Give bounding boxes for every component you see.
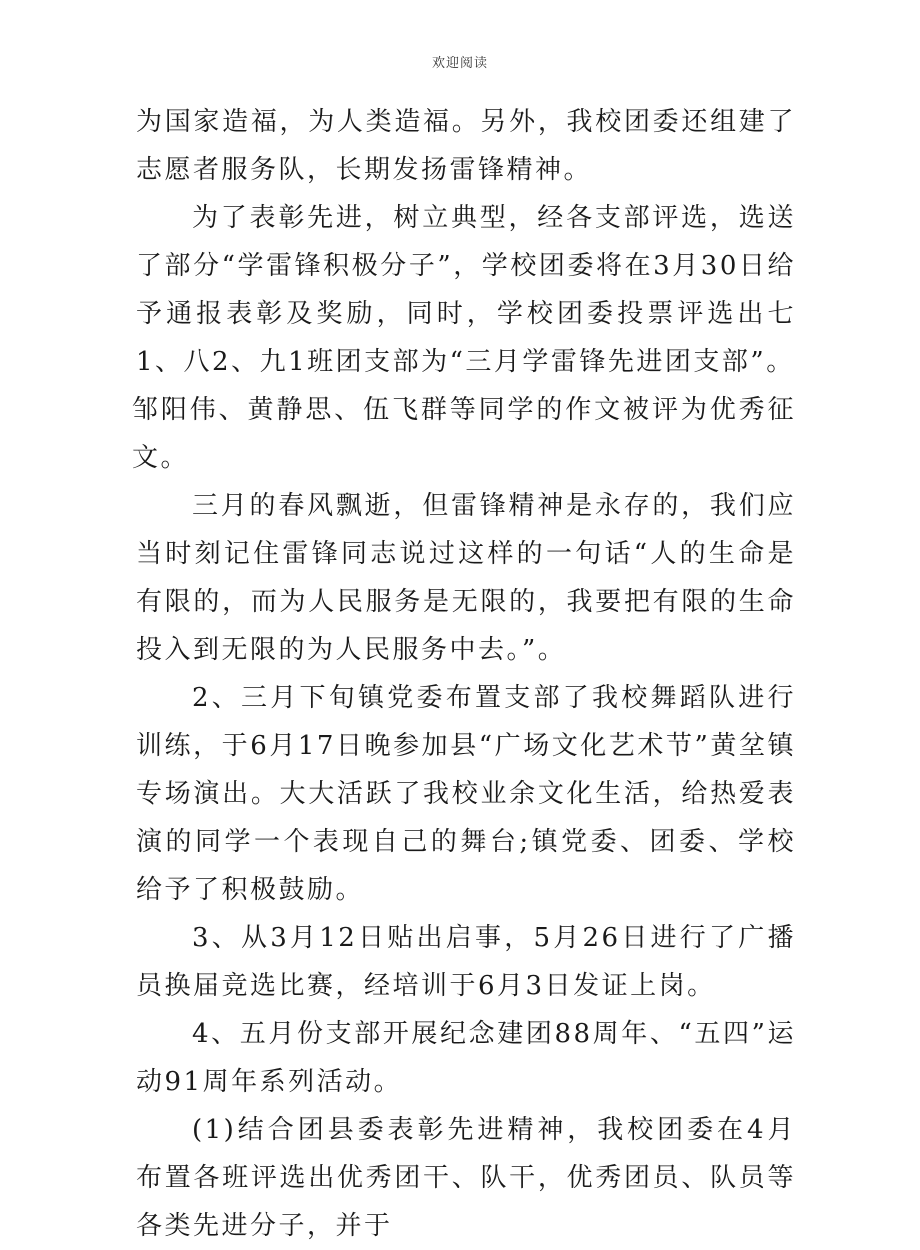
paragraph: 2、三月下旬镇党委布置支部了我校舞蹈队进行训练，于6月17日晚参加县“广场文化艺术节”黄坌镇专场演出。大大活跃了我校业余文化生活，给热爱表演的同学一个表现自己的舞台;镇党委、团委、学校给予了积极鼓励。 bbox=[136, 683, 796, 905]
paragraph: 三月的春风飘逝，但雷锋精神是永存的，我们应当时刻记住雷锋同志说过这样的一句话“人的生命是有限的，而为人民服务是无限的，我要把有限的生命投入到无限的为人民服务中去。”。 bbox=[136, 491, 796, 665]
paragraph: 邹阳伟、黄静思、伍飞群等同学的作文被评为优秀征文。 bbox=[132, 395, 796, 473]
document-body bbox=[132, 98, 796, 1250]
paragraph: (1)结合团县委表彰先进精神，我校团委在4月布置各班评选出优秀团干、队干，优秀团员、队员等各类先进分子，并于 bbox=[136, 1115, 796, 1241]
paragraph: 为国家造福，为人类造福。另外，我校团委还组建了志愿者服务队，长期发扬雷锋精神。 bbox=[136, 107, 796, 185]
page-header: 欢迎阅读 bbox=[431, 56, 488, 71]
paragraph: 3、从3月12日贴出启事，5月26日进行了广播员换届竞选比赛，经培训于6月3日发证上岗。 bbox=[136, 923, 796, 1001]
paragraph: 4、五月份支部开展纪念建团88周年、“五四”运动91周年系列活动。 bbox=[136, 1019, 796, 1097]
paragraph: 为了表彰先进，树立典型，经各支部评选，选送了部分“学雷锋积极分子”，学校团委将在3月30日给予通报表彰及奖励，同时，学校团委投票评选出七1、八2、九1班团支部为“三月学雷锋先进团支部”。 bbox=[136, 203, 796, 377]
